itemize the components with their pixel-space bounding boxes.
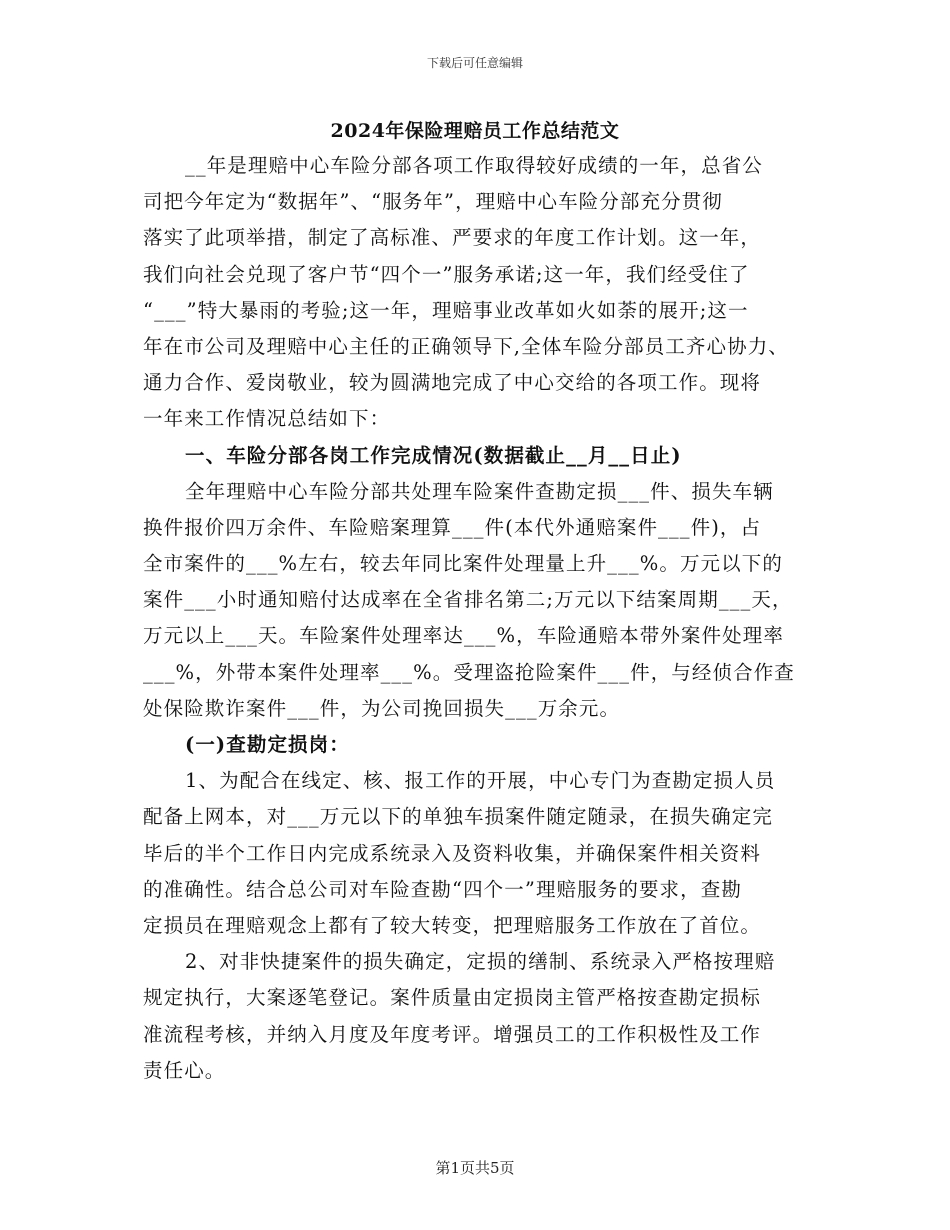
paragraph-line: 毕后的半个工作日内完成系统录入及资料收集，并确保案件相关资料 [143,841,762,865]
section-heading-line: (一)查勘定损岗： [185,733,350,756]
paragraph-line: __年是理赔中心车险分部各项工作取得较好成绩的一年，总省公 [185,154,763,177]
paragraph-line: 案件___小时通知赔付达成率在全省排名第二;万元以下结案周期___天， [143,588,793,612]
paragraph-line: 准流程考核，并纳入月度及年度考评。增强员工的工作积极性及工作 [143,1022,762,1046]
section-heading-line: 一、车险分部各岗工作完成情况(数据截止__月__日止) [185,443,682,467]
header-note: 下载后可任意编辑 [426,56,523,70]
paragraph-line: 通力合作、爱岗敬业，较为圆满地完成了中心交给的各项工作。现将 [143,371,762,395]
paragraph-line: 换件报价四万余件、车险赔案理算___件(本代外通赔案件___件)，占 [143,515,762,539]
paragraph-line: 处保险欺诈案件___件，为公司挽回损失___万余元。 [143,696,621,720]
paragraph-line: 责任心。 [143,1058,226,1082]
paragraph-line: 规定执行，大案逐笔登记。案件质量由定损岗主管严格按查勘定损标 [143,986,762,1010]
paragraph-line: 司把今年定为“数据年”、“服务年”，理赔中心车险分部充分贯彻 [143,190,723,214]
paragraph-line: 全年理赔中心车险分部共处理车险案件查勘定损___件、损失车辆 [185,479,774,503]
paragraph-line: 年在市公司及理赔中心主任的正确领导下,全体车险分部员工齐心协力、 [143,334,789,358]
paragraph-line: “___”特大暴雨的考验;这一年，理赔事业改革如火如荼的展开;这一 [143,298,749,322]
paragraph-line: 落实了此项举措，制定了高标准、严要求的年度工作计划。这一年， [143,226,762,250]
paragraph-line: 万元以上___天。车险案件处理率达___%，车险通赔本带外案件处理率 [143,624,784,648]
paragraph-line: ___%，外带本案件处理率___%。受理盗抢险案件___件，与经侦合作查 [143,660,795,684]
paragraph-line: 1、为配合在线定、核、报工作的开展，中心专门为查勘定损人员 [185,769,776,793]
paragraph-line: 的准确性。结合总公司对车险查勘“四个一”理赔服务的要求，查勘 [143,877,742,901]
paragraph-line: 定损员在理赔观念上都有了较大转变，把理赔服务工作放在了首位。 [143,913,762,937]
paragraph-line: 一年来工作情况总结如下： [143,407,391,431]
document-title: 2024年保险理赔员工作总结范文 [330,120,620,142]
paragraph-line: 2、对非快捷案件的损失确定，定损的缮制、系统录入严格按理赔 [185,950,776,974]
paragraph-line: 配备上网本，对___万元以下的单独车损案件随定随录，在损失确定完 [143,805,773,829]
paragraph-line: 我们向社会兑现了客户节“四个一”服务承诺;这一年，我们经受住了 [143,262,750,286]
document-body [143,148,813,1089]
page-number: 第1页共5页 [435,1159,515,1177]
paragraph-line: 全市案件的___%左右，较去年同比案件处理量上升___%。万元以下的 [143,552,783,576]
